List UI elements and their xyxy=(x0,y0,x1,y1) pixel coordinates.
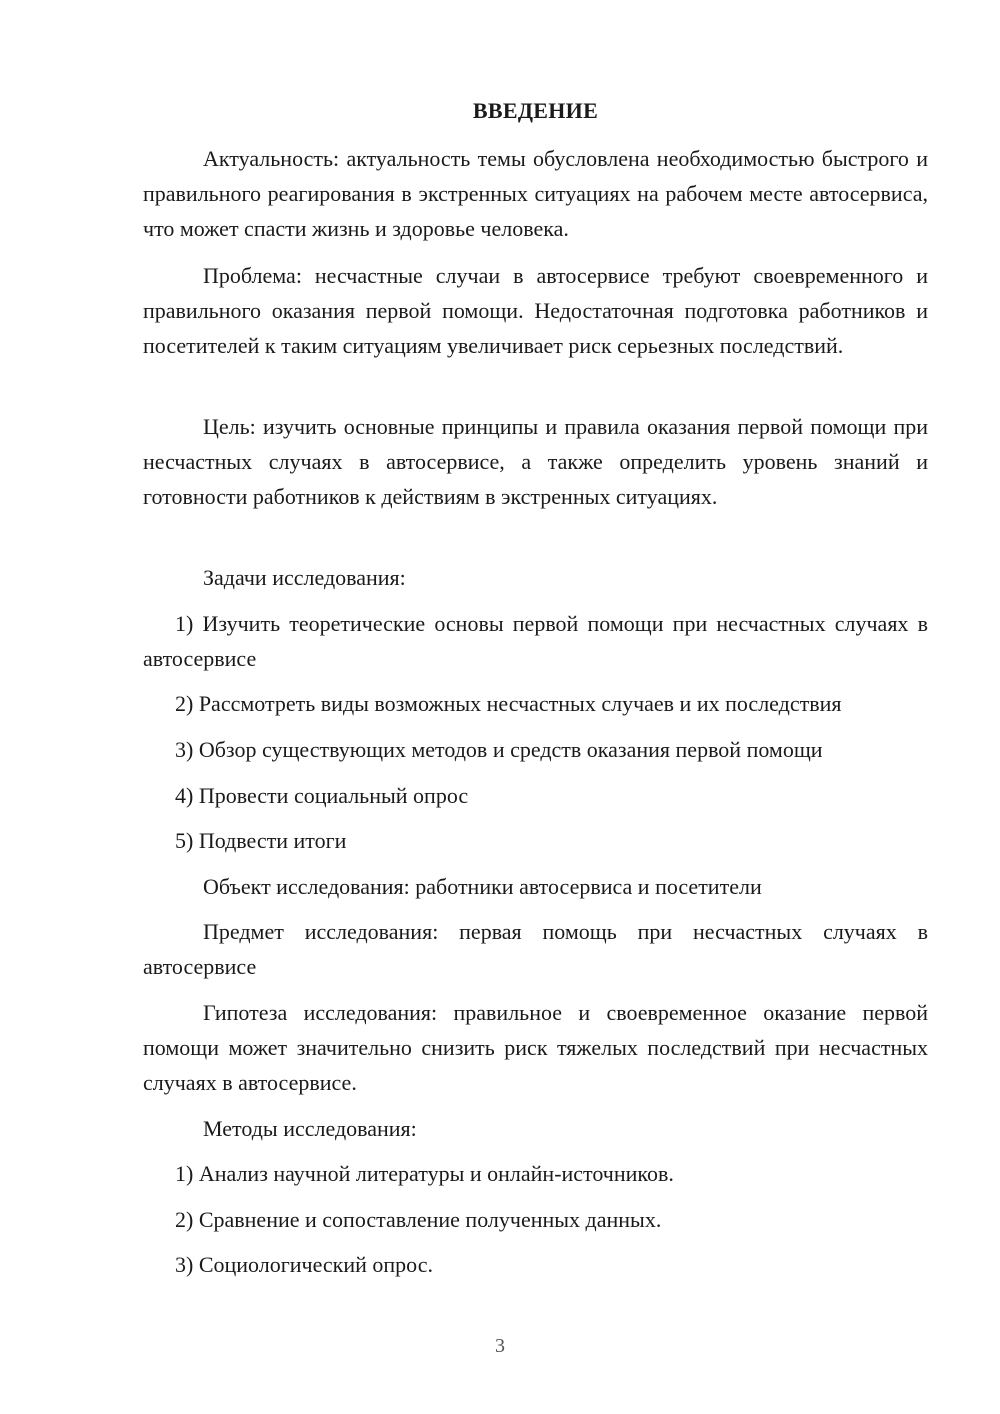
tasks-heading: Задачи исследования: xyxy=(203,565,406,590)
relevance-paragraph: Актуальность: актуальность темы обусловлена необходимостью быстрого и правильного реагирования в экстренных ситуациях на рабочем месте автосервиса, что может спасти жизнь и здоровье человека. xyxy=(143,146,928,241)
task-item-5: 5) Подвести итоги xyxy=(175,828,347,853)
problem-paragraph: Проблема: несчастные случаи в автосервисе требуют своевременного и правильного оказания первой помощи. Недостаточная подготовка работников и посетителей к таким ситуациям увеличивает риск серьезных последствий. xyxy=(143,263,928,358)
goal-paragraph: Цель: изучить основные принципы и правила оказания первой помощи при несчастных случаях в автосервисе, а также определить уровень знаний и готовности работников к действиям в экстренных ситуациях. xyxy=(143,414,928,509)
object-paragraph: Объект исследования: работники автосервиса и посетители xyxy=(203,874,762,899)
page-number: 3 xyxy=(495,1335,505,1357)
task-item-1: 1) Изучить теоретические основы первой помощи при несчастных случаях в автосервисе xyxy=(143,611,928,671)
page-title: ВВЕДЕНИЕ xyxy=(472,98,599,123)
method-item-3: 3) Социологический опрос. xyxy=(175,1252,433,1277)
method-item-2: 2) Сравнение и сопоставление полученных данных. xyxy=(175,1207,662,1232)
subject-paragraph: Предмет исследования: первая помощь при несчастных случаях в автосервисе xyxy=(143,919,928,979)
hypothesis-paragraph: Гипотеза исследования: правильное и своевременное оказание первой помощи может значительно снизить риск тяжелых последствий при несчастных случаях в автосервисе. xyxy=(143,1000,928,1095)
task-item-4: 4) Провести социальный опрос xyxy=(175,783,469,808)
task-item-2: 2) Рассмотреть виды возможных несчастных случаев и их последствия xyxy=(175,691,842,716)
method-item-1: 1) Анализ научной литературы и онлайн-источников. xyxy=(175,1161,674,1186)
methods-heading: Методы исследования: xyxy=(203,1116,417,1141)
task-item-3: 3) Обзор существующих методов и средств оказания первой помощи xyxy=(175,737,823,762)
